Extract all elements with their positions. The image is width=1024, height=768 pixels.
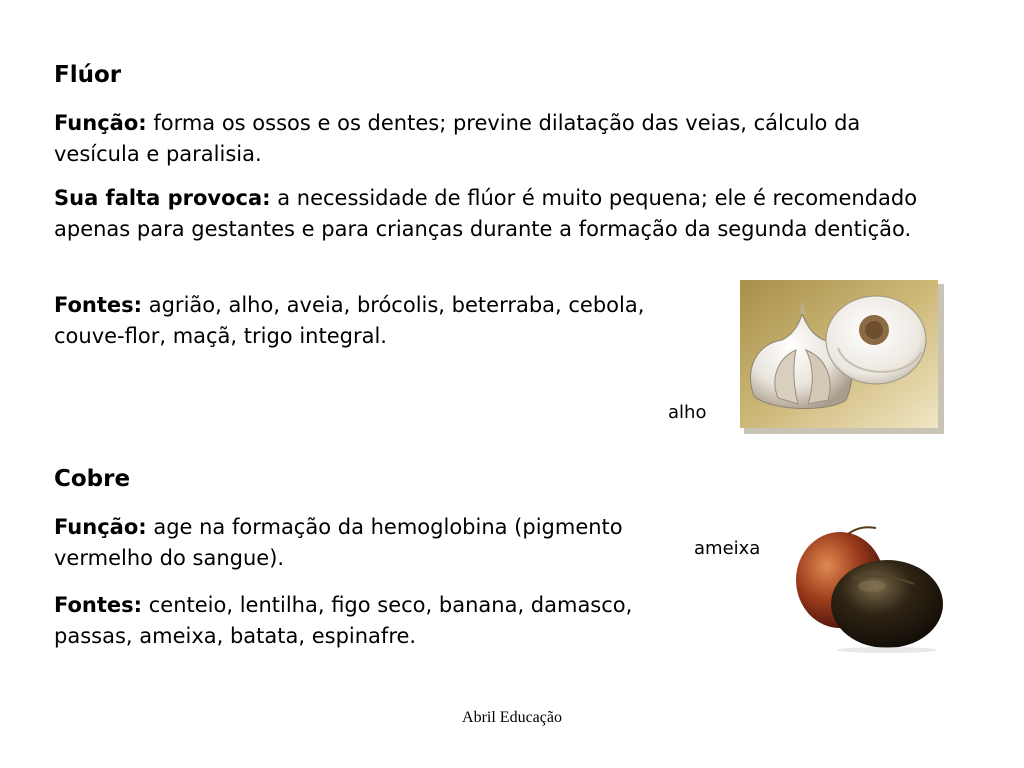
footer-credit: Abril Educação <box>462 709 562 726</box>
fluor-falta-text: a necessidade de flúor é muito pequena; ele é recomendado apenas para gestantes e para crianças durante a formação da segunda dentição. <box>54 186 918 241</box>
cobre-funcao-paragraph <box>54 512 634 574</box>
fluor-title: Flúor <box>54 62 122 88</box>
fluor-falta-label: Sua falta provoca: <box>54 186 271 210</box>
fluor-fontes-label: Fontes: <box>54 293 143 317</box>
cobre-funcao-text: age na formação da hemoglobina (pigmento vermelho do sangue). <box>54 515 623 570</box>
cobre-funcao-label: Função: <box>54 515 147 539</box>
garlic-caption: alho <box>668 402 707 423</box>
fluor-funcao-paragraph <box>54 108 924 170</box>
cobre-fontes-label: Fontes: <box>54 593 143 617</box>
fluor-funcao-label: Função: <box>54 111 147 135</box>
plum-image <box>790 518 950 654</box>
cobre-fontes-paragraph <box>54 590 654 652</box>
fluor-fontes-paragraph <box>54 290 694 352</box>
garlic-image <box>738 278 944 434</box>
fluor-funcao-text: forma os ossos e os dentes; previne dilatação das veias, cálculo da vesícula e paralisia. <box>54 111 861 166</box>
cobre-fontes-text: centeio, lentilha, figo seco, banana, damasco, passas, ameixa, batata, espinafre. <box>54 593 633 648</box>
cobre-title: Cobre <box>54 466 131 492</box>
plum-caption: ameixa <box>694 538 761 559</box>
fluor-fontes-text: agrião, alho, aveia, brócolis, beterraba, cebola, couve-flor, maçã, trigo integral. <box>54 293 645 348</box>
fluor-falta-paragraph <box>54 183 944 245</box>
